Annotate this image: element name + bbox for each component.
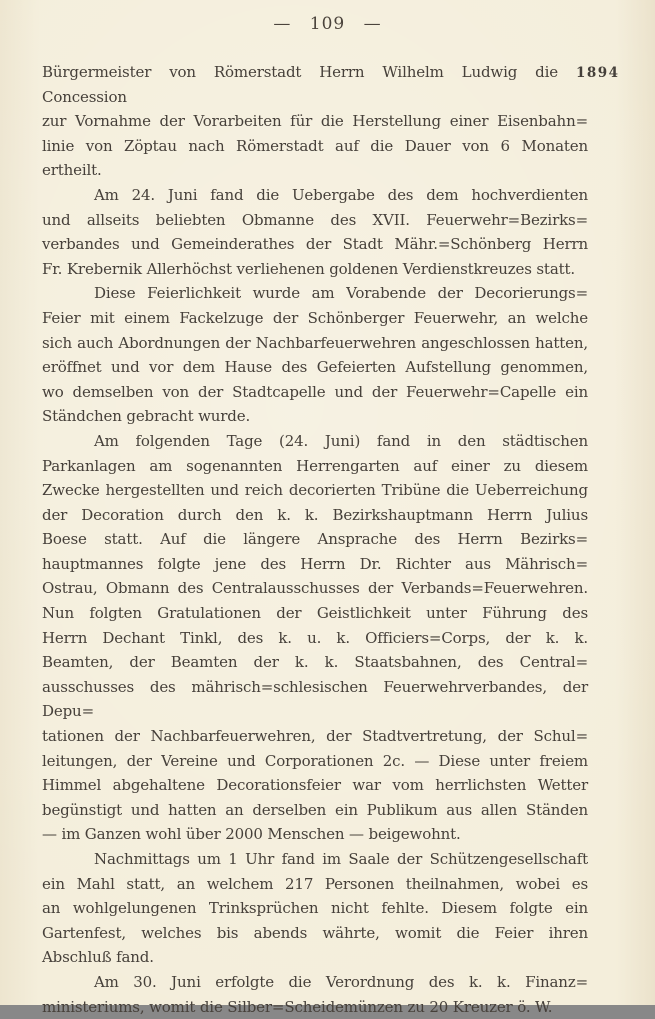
text-line: Parkanlagen am sogenannten Herrengarten auf einer zu diesem xyxy=(42,456,588,475)
paragraph xyxy=(42,847,588,970)
text-line: Am 24. Juni fand die Uebergabe des dem hochverdienten xyxy=(94,185,588,204)
text-line: und allseits beliebten Obmanne des XVII. Feuerwehr=Bezirks= xyxy=(42,210,588,229)
paragraph xyxy=(42,60,588,183)
text-line: Nun folgten Gratulationen der Geistlichkeit unter Führung des xyxy=(42,604,588,623)
text-block xyxy=(42,60,588,1019)
paragraph xyxy=(42,970,588,1019)
text-line: zur Vornahme der Vorarbeiten für die Herstellung einer Eisenbahn= xyxy=(42,112,588,131)
text-line: Ständchen gebracht wurde. xyxy=(42,407,251,426)
text-line: Am folgenden Tage (24. Juni) fand in den städtischen xyxy=(94,431,588,450)
text-line: an wohlgelungenen Trinksprüchen nicht fehlte. Diesem folgte ein xyxy=(42,899,588,918)
text-line: ausschusses des mährisch=schlesischen Feuerwehrverbandes, der Depu= xyxy=(42,677,588,721)
text-line: wo demselben von der Stadtcapelle und der Feuerwehr=Capelle ein xyxy=(42,382,588,401)
paragraph xyxy=(42,281,588,429)
margin-year-label: 1894 xyxy=(576,65,620,81)
text-line: leitungen, der Vereine und Corporationen 2c. — Diese unter freiem xyxy=(42,751,588,770)
text-line: ein Mahl statt, an welchem 217 Personen theilnahmen, wobei es xyxy=(42,874,588,893)
text-line: Himmel abgehaltene Decorationsfeier war vom herrlichsten Wetter xyxy=(42,776,588,795)
text-line: hauptmannes folgte jene des Herrn Dr. Richter aus Mährisch= xyxy=(42,554,588,573)
text-line: Nachmittags um 1 Uhr fand im Saale der Schützengesellschaft xyxy=(94,850,588,868)
text-line: der Decoration durch den k. k. Bezirkshauptmann Herrn Julius xyxy=(42,505,588,524)
text-line: Am 30. Juni erfolgte die Verordnung des k. k. Finanz= xyxy=(94,972,588,991)
text-line: ertheilt. xyxy=(42,161,102,180)
text-line: Bürgermeister von Römerstadt Herrn Wilhelm Ludwig die Concession xyxy=(42,63,558,106)
text-line: Abschluß fand. xyxy=(42,948,154,967)
text-line: eröffnet und vor dem Hause des Gefeierten Aufstellung genommen, xyxy=(42,358,588,377)
text-line: Feier mit einem Fackelzuge der Schönberger Feuerwehr, an welche xyxy=(42,308,588,327)
text-line: Ostrau, Obmann des Centralausschusses der Verbands=Feuerwehren. xyxy=(42,579,588,598)
paragraph xyxy=(42,183,588,281)
text-line: linie von Zöptau nach Römerstadt auf die Dauer von 6 Monaten xyxy=(42,136,588,155)
text-line: — im Ganzen wohl über 2000 Menschen — beigewohnt. xyxy=(42,825,461,844)
text-line: Zwecke hergestellten und reich decorierten Tribüne die Ueberreichung xyxy=(42,481,588,500)
text-line: sich auch Abordnungen der Nachbarfeuerwehren angeschlossen hatten, xyxy=(42,333,588,352)
paragraph xyxy=(42,429,588,847)
text-line: begünstigt und hatten an derselben ein Publikum aus allen Ständen xyxy=(42,800,588,819)
text-line: Diese Feierlichkeit wurde am Vorabende der Decorierungs= xyxy=(94,284,588,303)
text-line: Fr. Krebernik Allerhöchst verliehenen goldenen Verdienstkreuzes statt. xyxy=(42,259,575,278)
text-line: verbandes und Gemeinderathes der Stadt Mähr.=Schönberg Herrn xyxy=(42,235,588,254)
page-number: — 109 — xyxy=(273,14,382,34)
text-line: Herrn Dechant Tinkl, des k. u. k. Officiers=Corps, der k. k. xyxy=(42,628,588,647)
text-line: ministeriums, womit die Silber=Scheidemünzen zu 20 Kreuzer ö. W. xyxy=(42,997,553,1016)
text-line: tationen der Nachbarfeuerwehren, der Stadtvertretung, der Schul= xyxy=(42,727,588,746)
text-line: Boese statt. Auf die längere Ansprache des Herrn Bezirks= xyxy=(42,530,588,549)
text-line: Beamten, der Beamten der k. k. Staatsbahnen, des Central= xyxy=(42,653,588,672)
text-line: Gartenfest, welches bis abends währte, womit die Feier ihren xyxy=(42,923,588,942)
